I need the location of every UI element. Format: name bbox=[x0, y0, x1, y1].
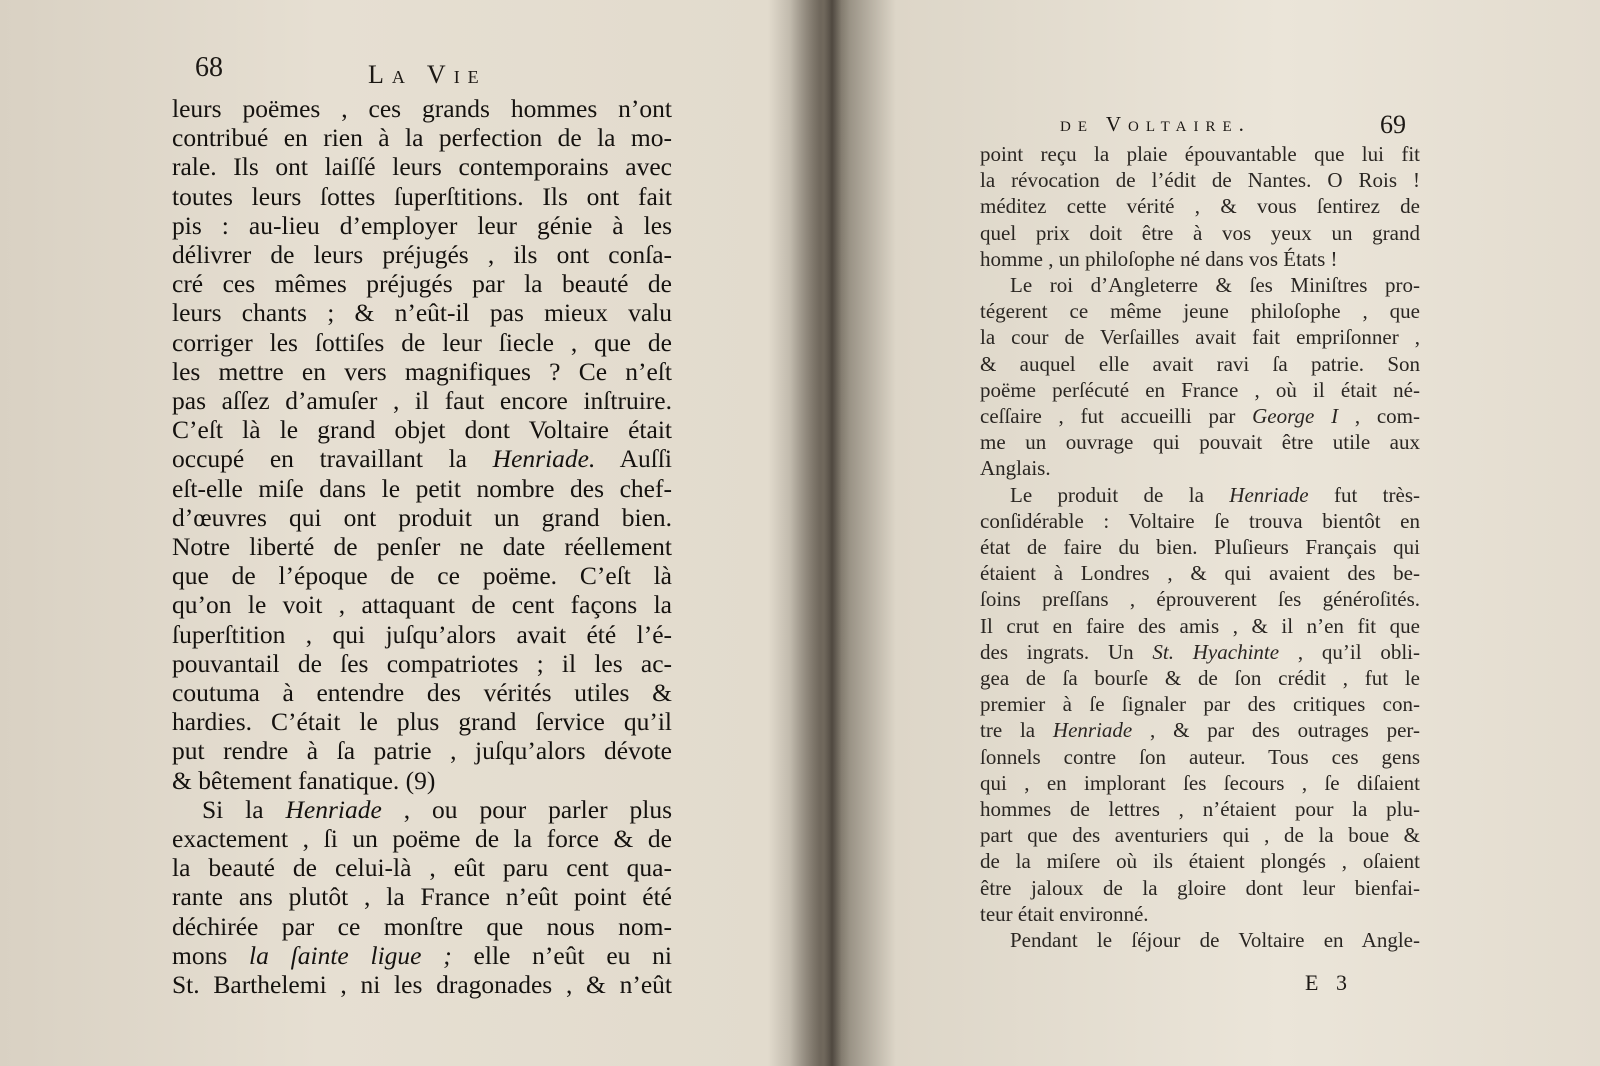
text-run: part que des aventuriers qui , de la boue & bbox=[980, 823, 1420, 848]
text-run: mons bbox=[172, 940, 250, 970]
text-line bbox=[172, 328, 672, 357]
text-run: rante ans plutôt , la France n’eût point été bbox=[172, 882, 672, 912]
text-line bbox=[172, 590, 672, 619]
italic-text: Henriade bbox=[1052, 718, 1133, 743]
text-run: pas aſſez d’amuſer , il faut encore inſtruire. bbox=[172, 386, 672, 416]
text-run: Notre liberté de penſer ne date réellement bbox=[172, 532, 672, 562]
page-number: 69 bbox=[1380, 110, 1406, 139]
text-line bbox=[980, 586, 1420, 612]
text-run: ſuperſtition , qui juſqu’alors avait été l’é- bbox=[172, 619, 672, 649]
text-run: les mettre en vers magnifiques ? Ce n’eſt bbox=[172, 356, 672, 386]
text-line bbox=[172, 561, 672, 590]
text-run: méditez cette vérité , & vous ſentirez de bbox=[980, 194, 1420, 219]
text-line bbox=[980, 193, 1420, 219]
text-run: homme , un philoſophe né dans vos États ! bbox=[980, 246, 1338, 271]
text-run: conſidérable : Voltaire ſe trouva bientôt en bbox=[980, 508, 1420, 533]
text-run: ſonnels contre ſon auteur. Tous ces gens bbox=[980, 744, 1420, 769]
text-line bbox=[980, 403, 1420, 429]
text-line bbox=[980, 796, 1420, 822]
text-line bbox=[172, 357, 672, 386]
text-line bbox=[980, 246, 1420, 272]
text-line bbox=[172, 941, 672, 970]
text-line bbox=[980, 429, 1420, 455]
text-run: pis : au-lieu d’employer leur génie à les bbox=[172, 210, 672, 240]
text-line bbox=[172, 532, 672, 561]
text-line bbox=[980, 770, 1420, 796]
text-line bbox=[980, 665, 1420, 691]
text-line bbox=[172, 882, 672, 911]
text-run: Le produit de la bbox=[1010, 482, 1230, 507]
text-run: la beauté de celui-là , eût paru cent qua- bbox=[172, 853, 672, 883]
text-run: point reçu la plaie épouvantable que lui fit bbox=[980, 142, 1420, 166]
text-line bbox=[172, 269, 672, 298]
text-run: quel prix doit être à vos yeux un grand bbox=[980, 220, 1420, 245]
text-run: déchirée par ce monſtre que nous nom- bbox=[172, 911, 672, 941]
text-line bbox=[172, 444, 672, 473]
italic-text: George I bbox=[1252, 404, 1339, 429]
text-run: fut très- bbox=[1308, 482, 1420, 507]
text-run: hommes de lettres , n’étaient pour la plu- bbox=[980, 797, 1420, 822]
text-line bbox=[980, 272, 1420, 298]
text-run: pouvantail de ſes compatriotes ; il les ac- bbox=[172, 648, 672, 678]
text-run: gea de ſa bourſe & de ſon crédit , fut le bbox=[980, 666, 1420, 691]
text-run: état de faire du bien. Pluſieurs Français qui bbox=[980, 535, 1420, 560]
text-line bbox=[980, 744, 1420, 770]
text-run: d’œuvres qui ont produit un grand bien. bbox=[172, 502, 672, 532]
text-line bbox=[172, 766, 672, 795]
text-run: que de l’époque de ce poëme. C’eſt là bbox=[172, 561, 672, 591]
text-line bbox=[980, 141, 1420, 167]
text-line bbox=[172, 182, 672, 211]
text-run: & bêtement fanatique. (9) bbox=[172, 765, 436, 795]
text-line bbox=[980, 560, 1420, 586]
page-text bbox=[172, 94, 672, 999]
running-title: La Vie bbox=[368, 60, 487, 89]
text-line bbox=[980, 351, 1420, 377]
text-run: leurs chants ; & n’eût-il pas mieux valu bbox=[172, 298, 672, 328]
text-line bbox=[980, 220, 1420, 246]
italic-text: Henriade bbox=[285, 794, 382, 824]
text-line bbox=[980, 875, 1420, 901]
text-run: cré ces mêmes préjugés par la beauté de bbox=[172, 269, 672, 299]
running-title: de Voltaire. bbox=[1060, 112, 1251, 136]
text-line bbox=[980, 822, 1420, 848]
text-line bbox=[172, 853, 672, 882]
text-line bbox=[980, 639, 1420, 665]
text-line bbox=[172, 649, 672, 678]
text-run: qu’on le voit , attaquant de cent façons la bbox=[172, 590, 672, 620]
signature-mark: E 3 bbox=[1305, 970, 1353, 995]
text-run: toutes leurs ſottes ſuperſtitions. Ils ont fait bbox=[172, 181, 672, 211]
text-line bbox=[980, 377, 1420, 403]
text-line bbox=[172, 474, 672, 503]
text-line bbox=[172, 795, 672, 824]
text-run: délivrer de leurs préjugés , ils ont conſa- bbox=[172, 240, 672, 270]
text-line bbox=[172, 912, 672, 941]
text-run: Le roi d’Angleterre & ſes Miniſtres pro- bbox=[1010, 273, 1420, 298]
text-run: leurs poëmes , ces grands hommes n’ont bbox=[172, 94, 672, 123]
text-line bbox=[980, 534, 1420, 560]
text-run: tégerent ce même jeune philoſophe , que bbox=[980, 299, 1420, 324]
text-run: put rendre à ſa patrie , juſqu’alors dévote bbox=[172, 736, 672, 766]
text-line bbox=[172, 123, 672, 152]
text-run: teur était environné. bbox=[980, 901, 1149, 926]
text-line bbox=[980, 901, 1420, 927]
text-run: étaient à Londres , & qui avaient des be- bbox=[980, 561, 1420, 586]
text-line bbox=[172, 678, 672, 707]
text-run: Il crut en faire des amis , & il n’en fit que bbox=[980, 613, 1420, 638]
text-line bbox=[172, 211, 672, 240]
text-run: exactement , ſi un poëme de la force & de bbox=[172, 824, 672, 854]
text-line bbox=[172, 152, 672, 181]
text-run: & auquel elle avait ravi ſa patrie. Son bbox=[980, 351, 1420, 376]
text-run: être jaloux de la gloire dont leur bienfai- bbox=[980, 875, 1420, 900]
text-run: tre la bbox=[980, 718, 1053, 743]
text-run: poëme perſécuté en France , où il était né- bbox=[980, 377, 1420, 402]
text-run: des ingrats. Un bbox=[980, 639, 1153, 664]
text-line bbox=[980, 848, 1420, 874]
text-line bbox=[980, 482, 1420, 508]
text-run: Anglais. bbox=[980, 456, 1051, 481]
text-run: me un ouvrage qui pouvait être utile aux bbox=[980, 430, 1420, 455]
text-run: premier à ſe ſignaler par des critiques con- bbox=[980, 692, 1420, 717]
page-number: 68 bbox=[195, 52, 223, 83]
text-line bbox=[172, 503, 672, 532]
text-run: , qu’il obli- bbox=[1279, 639, 1420, 664]
text-run: ſoins preſſans , éprouverent ſes généroſités. bbox=[980, 587, 1420, 612]
text-line bbox=[172, 620, 672, 649]
page-text bbox=[980, 141, 1420, 953]
italic-text: St. Hyachinte bbox=[1152, 639, 1280, 664]
text-line bbox=[172, 970, 672, 999]
text-run: rale. Ils ont laiſſé leurs contemporains avec bbox=[172, 152, 672, 182]
text-line bbox=[980, 324, 1420, 350]
text-line bbox=[980, 613, 1420, 639]
text-line bbox=[172, 240, 672, 269]
text-line bbox=[172, 94, 672, 123]
text-line bbox=[980, 508, 1420, 534]
text-run: , com- bbox=[1338, 404, 1420, 429]
text-run: St. Barthelemi , ni les dragonades , & n’eût bbox=[172, 970, 672, 1000]
text-line bbox=[980, 455, 1420, 481]
text-line bbox=[172, 824, 672, 853]
text-line bbox=[980, 691, 1420, 717]
text-line bbox=[980, 927, 1420, 953]
text-run: eſt-elle miſe dans le petit nombre des chef- bbox=[172, 473, 672, 503]
text-line bbox=[172, 736, 672, 765]
text-run: la révocation de l’édit de Nantes. O Rois ! bbox=[980, 168, 1420, 193]
right-page bbox=[830, 0, 1600, 1066]
text-run: Si la bbox=[202, 794, 286, 824]
text-run: occupé en travaillant la bbox=[172, 444, 493, 474]
italic-text: Henriade. bbox=[492, 444, 596, 474]
text-line bbox=[172, 386, 672, 415]
text-run: elle n’eût eu ni bbox=[451, 940, 673, 970]
text-run: Pendant le ſéjour de Voltaire en Angle- bbox=[1010, 928, 1420, 953]
text-run: corriger les ſottiſes de leur ſiecle , que de bbox=[172, 327, 672, 357]
text-run: de la miſere où ils étaient plongés , oſaient bbox=[980, 849, 1420, 874]
text-run: Auſſi bbox=[595, 444, 673, 474]
text-line bbox=[172, 298, 672, 327]
text-line bbox=[980, 167, 1420, 193]
text-run: coutuma à entendre des vérités utiles & bbox=[172, 678, 672, 708]
text-line bbox=[172, 707, 672, 736]
text-run: , & par des outrages per- bbox=[1132, 718, 1420, 743]
text-run: ceſſaire , fut accueilli par bbox=[980, 404, 1253, 429]
text-run: C’eſt là le grand objet dont Voltaire était bbox=[172, 415, 672, 445]
text-run: hardies. C’était le plus grand ſervice qu’il bbox=[172, 707, 672, 737]
text-line bbox=[172, 415, 672, 444]
text-line bbox=[980, 717, 1420, 743]
text-run: contribué en rien à la perfection de la mo- bbox=[172, 123, 672, 153]
text-run: qui , en implorant ſes ſecours , ſe diſaient bbox=[980, 770, 1420, 795]
text-line bbox=[980, 298, 1420, 324]
text-run: , ou pour parler plus bbox=[381, 794, 672, 824]
text-run: la cour de Verſailles avait fait empriſonner , bbox=[980, 325, 1420, 350]
italic-text: Henriade bbox=[1229, 482, 1309, 507]
italic-text: la ſainte ligue ; bbox=[249, 940, 452, 970]
